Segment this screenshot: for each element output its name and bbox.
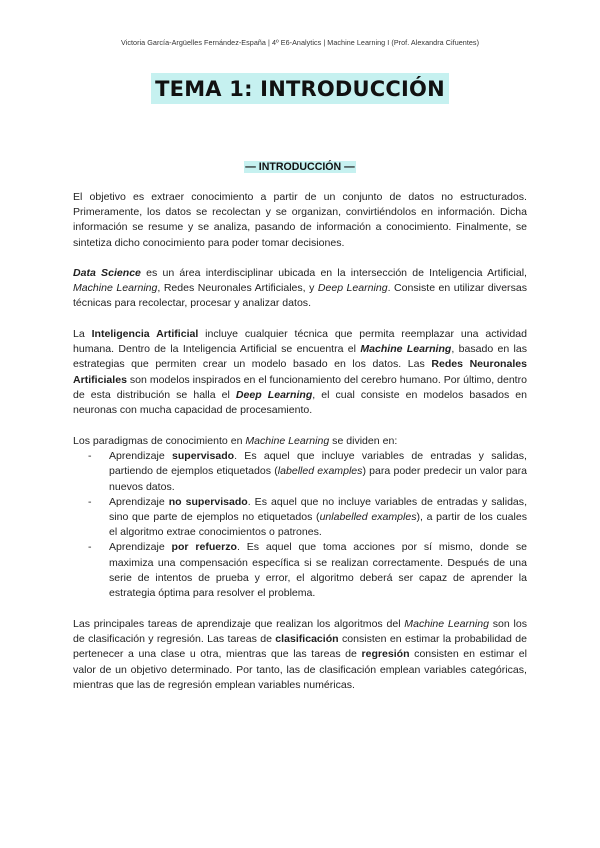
text-run: . Es aquel que toma acciones por sí mismo, donde se maximiza una compensación específica si se realizan correctamente. Después de una serie de intentos de prueba y error, el algoritmo deberá ser capaz de aprender la estrategia óptima para resolver el problema. [109,541,528,600]
term-data-science: Data Science [73,267,141,279]
text-run: son los de clasificación y regresión. Las tareas de [73,618,527,646]
term-machine-learning: Machine Learning [245,435,330,447]
term-labelled-examples: labelled examples [277,465,363,478]
paragraph-data-science [73,266,527,312]
paragraph-tasks [73,617,527,693]
term-deep-learning: Deep Learning [235,388,313,401]
list-dash: - [88,495,92,508]
text-run: ), a partir de los cuales el algoritmo extrae conocimientos o patrones. [109,511,527,539]
paradigms-intro [73,434,527,449]
text-run: . Consiste en utilizar diversas técnicas para recolectar, procesar y analizar datos. [73,282,527,310]
term-inteligencia-artificial: Inteligencia Artificial [91,328,199,340]
term-por-refuerzo: por refuerzo [171,541,237,554]
text-run: se dividen en: [329,435,398,447]
text-run: , el cual consiste en modelos basados en neuronas con mucha capacidad de procesamiento. [73,388,527,417]
text-run: es un área interdisciplinar ubicada en la intersección de Inteligencia Artificial, [140,267,527,279]
paragraph-paradigms [73,434,527,601]
list-item-por-refuerzo [73,540,527,601]
text-run: Los paradigmas de conocimiento en [73,435,246,447]
term-clasificacion: clasificación [275,633,339,646]
page-title: TEMA 1: INTRODUCCIÓN [151,73,449,104]
text-run: son modelos inspirados en el funcionamiento del cerebro humano. Por último, dentro de esta distribución se halla el [73,373,527,401]
list-dash: - [88,541,92,554]
text-run: . Es aquel que no incluye variables de entradas y salidas, sino que parte de ejemplos no etiquetados ( [109,495,528,524]
text-run: Aprendizaje [109,495,169,508]
title-block [0,73,600,104]
text-run: incluye cualquier técnica que permita reemplazar una actividad humana. Dentro de la Inteligencia Artificial se encuentra el [73,328,528,356]
text-run: consisten en estimar el valor de un objetivo determinado. Por tanto, las de clasificación emplean variables categóricas, mientras que las de regresión emplean variables numéricas. [73,648,527,691]
paragraph-objective: El objetivo es extraer conocimiento a partir de un conjunto de datos no estructurados. Primeramente, los datos se recolectan y se organizan, convirtiéndolos en información. Dicha información se resume y se analiza, pasando de información a conocimiento. Finalmente, se sintetiza dicho conocimiento para poder tomar decisiones. [73,191,527,249]
text-run: La [73,328,92,340]
term-supervisado: supervisado [171,450,235,463]
running-header: Victoria García-Argüelles Fernández-España | 4º E6-Analytics | Machine Learning I (Prof. Alexandra Cifuentes) [120,38,480,47]
term-machine-learning: Machine Learning [404,618,489,630]
section-heading [0,157,600,175]
section-heading-text: — INTRODUCCIÓN — [245,161,355,173]
paradigms-list [73,449,527,601]
text-run: Las principales tareas de aprendizaje que realizan los algoritmos del [73,618,405,630]
text-run: ) para poder predecir un valor para nuevos datos. [109,465,528,493]
term-machine-learning: Machine Learning [73,282,158,295]
text-run: , Redes Neuronales Artificiales, y [157,282,318,295]
term-machine-learning: Machine Learning [360,343,452,356]
term-unlabelled-examples: unlabelled examples [319,511,417,524]
text-run: . Es aquel que incluye variables de entradas y salidas, partiendo de ejemplos etiquetados ( [109,450,527,478]
text-run: Aprendizaje [109,450,172,463]
paragraph-artificial-intelligence [73,327,527,418]
term-regresion: regresión [361,648,410,661]
term-deep-learning: Deep Learning [317,282,388,295]
term-redes-neuronales: Redes Neuronales Artificiales [73,358,528,386]
list-item-no-supervisado [73,495,527,541]
text-run: consisten en estimar la probabilidad de pertenecer a una clase u otra, mientras que las tareas de [73,633,528,661]
text-run: , basado en las estrategias que permiten crear un modelo basado en los datos. Las [73,343,528,371]
list-item-supervisado [73,449,527,495]
term-no-supervisado: no supervisado [168,495,248,508]
list-dash: - [88,450,92,463]
text-run: Aprendizaje [109,541,172,554]
